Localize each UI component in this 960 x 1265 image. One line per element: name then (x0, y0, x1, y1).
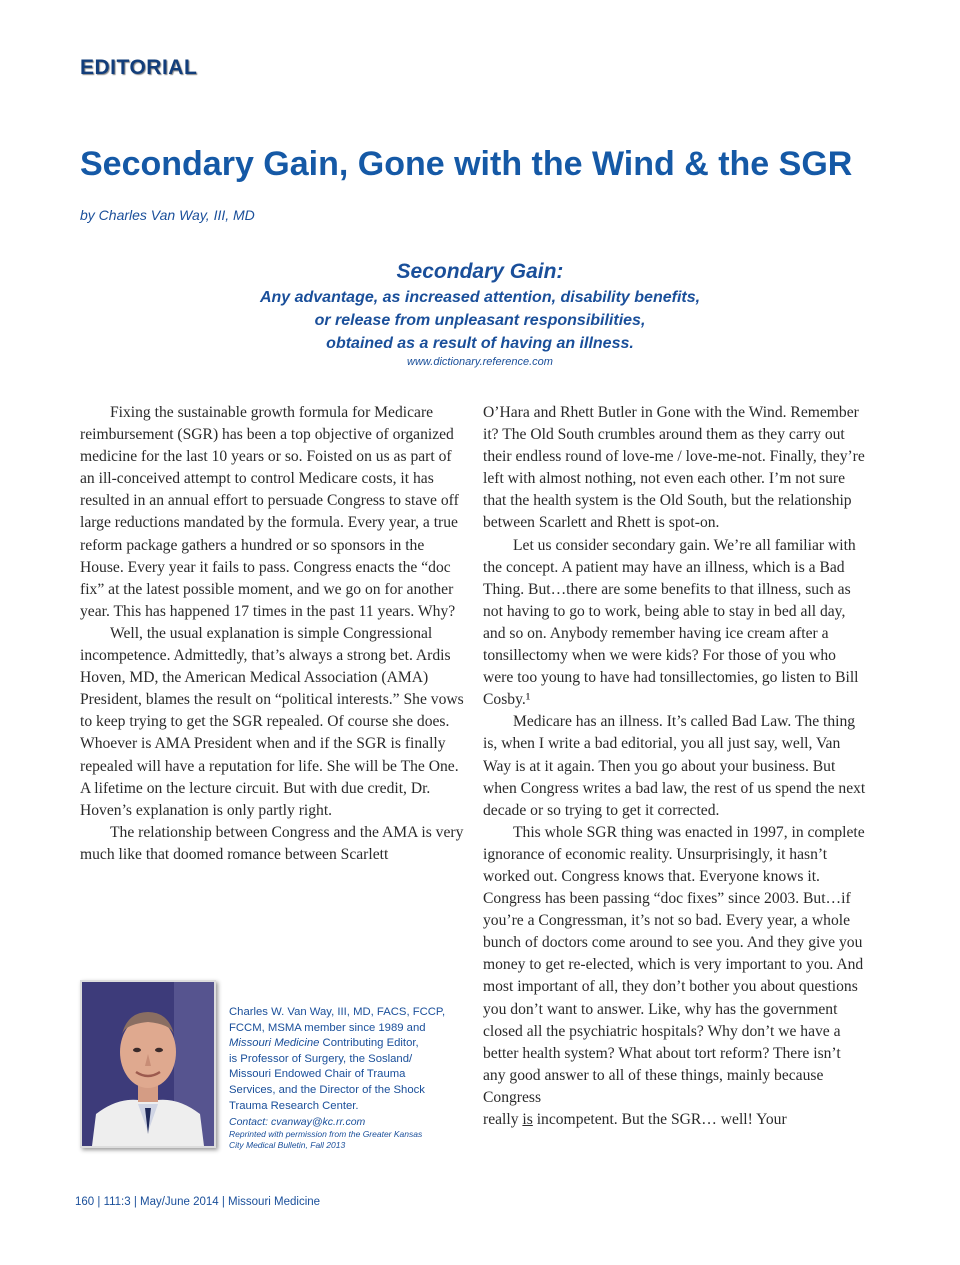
author-bio (229, 1005, 459, 1151)
article-title: Secondary Gain, Gone with the Wind & the SGR (80, 145, 853, 183)
definition-source: www.dictionary.reference.com (407, 356, 553, 368)
body-paragraph: Medicare has an illness. It’s called Bad Law. The thing is, when I write a bad editorial, you all just say, well, Van Way is at it again. Then you go about your business. But when Congress writes a bad law, the rest of us spend the next decade or so trying to get it corrected. (483, 713, 866, 819)
bio-line: is Professor of Surgery, the Sosland/ (229, 1052, 413, 1065)
bio-line: Charles W. Van Way, III, MD, FACS, FCCP, (229, 1006, 446, 1018)
section-label: EDITORIAL (80, 56, 198, 79)
author-portrait-icon (82, 982, 214, 1146)
page-footer: 160 | 111:3 | May/June 2014 | Missouri Medicine (75, 1196, 321, 1208)
body-paragraph: The relationship between Congress and the AMA is very much like that doomed romance between Scarlett (80, 823, 464, 863)
underlined-word: is (522, 1111, 533, 1128)
definition-callout (180, 258, 780, 369)
body-paragraph: Let us consider secondary gain. We’re all familiar with the concept. A patient may have an illness, which is a Bad Thing. But…there are some benefits to that illness, such as not having to go to work, being able to stay in bed all day, and so on. Anybody remember having ice cream after a tonsillectomy when we were kids? For those of you who were too young to have had tonsillectomies, go listen to Bill Cosby.¹ (483, 536, 859, 709)
body-paragraph-continued: O’Hara and Rhett Butler in Gone with the Wind. Remember it? The Old South crumbles around them as they carry out their endless round of love-me / love-me-not. Finally, they’re left with almost nothing, not even each other. I’m not sure that the health system is the Old South, but the relationship between Scarlett and Rhett is spot-on. (483, 404, 865, 532)
body-paragraph: Well, the usual explanation is simple Congressional incompetence. Admittedly, that’s always a strong bet. Ardis Hoven, MD, the American Medical Association (AMA) President, blames the result on “political interests.” She vows to keep trying to get the SGR repealed. Of course she does. Whoever is AMA President when and if the SGR is finally repealed will have a reputation for life. She will be The One. A lifetime on the lecture circuit. But with due credit, Dr. Hoven’s explanation is only partly right. (80, 624, 464, 819)
bio-line: Missouri Endowed Chair of Trauma (229, 1068, 406, 1081)
reprint-note: City Medical Bulletin, Fall 2013 (229, 1140, 346, 1151)
text-run: really (483, 1111, 523, 1128)
definition-line: Any advantage, as increased attention, disability benefits, (259, 289, 701, 306)
article-byline: by Charles Van Way, III, MD (80, 207, 255, 223)
bio-line: FCCM, MSMA member since 1989 and (229, 1021, 426, 1034)
bio-line (229, 1036, 459, 1052)
journal-name: Missouri Medicine (229, 1037, 320, 1050)
body-paragraph: Fixing the sustainable growth formula for Medicare reimbursement (SGR) has been a top objective of organized medicine for the last 10 years or so. Foisted on us as part of an ill-conceived attempt to control Medicare costs, it has resulted in an annual effort to persuade Congress to stave off large reductions mandated by the formula. Every year, a true reform package gathers a hundred or so sponsors in the House. Every year it fails to pass. Congress enacts the “doc fix” at the latest possible moment, and we go on for another year. This has happened 17 times in the past 11 years. Why? (80, 404, 459, 620)
reprint-note: Reprinted with permission from the Greater Kansas (229, 1129, 423, 1140)
definition-line: or release from unpleasant responsibilities, (314, 312, 646, 329)
body-column-left (80, 402, 466, 866)
body-column-right (483, 402, 867, 1131)
body-paragraph: This whole SGR thing was enacted in 1997, in complete ignorance of economic reality. Unsurprisingly, it hasn’t worked out. Congress knows that. Everyone knows it. Congress has been passing “doc fixes” since 2003. But…if you’re a Congressman, it’s not so bad. Every year, a whole bunch of doctors come around to see you. And they give you money to get re-elected, which is very important to you. And most important of all, they don’t bother you about questions you don’t want to answer. Like, why has the government closed all the psychiatric hospitals? Why don’t we have a better health system? What about tort reform? There isn’t any good answer to all of these things, mainly because Congress (483, 823, 865, 1106)
text-run: Contributing Editor, (319, 1037, 419, 1050)
definition-term: Secondary Gain: (396, 260, 564, 283)
bio-line: Trauma Research Center. (229, 1099, 359, 1112)
definition-line: obtained as a result of having an illness. (326, 335, 634, 352)
author-contact: Contact: cvanway@kc.rr.com (229, 1116, 366, 1129)
author-photo (80, 980, 216, 1148)
bio-line: Services, and the Director of the Shock (229, 1083, 425, 1096)
text-run: incompetent. But the SGR… well! Your (532, 1111, 787, 1128)
body-paragraph-end (483, 1109, 867, 1131)
